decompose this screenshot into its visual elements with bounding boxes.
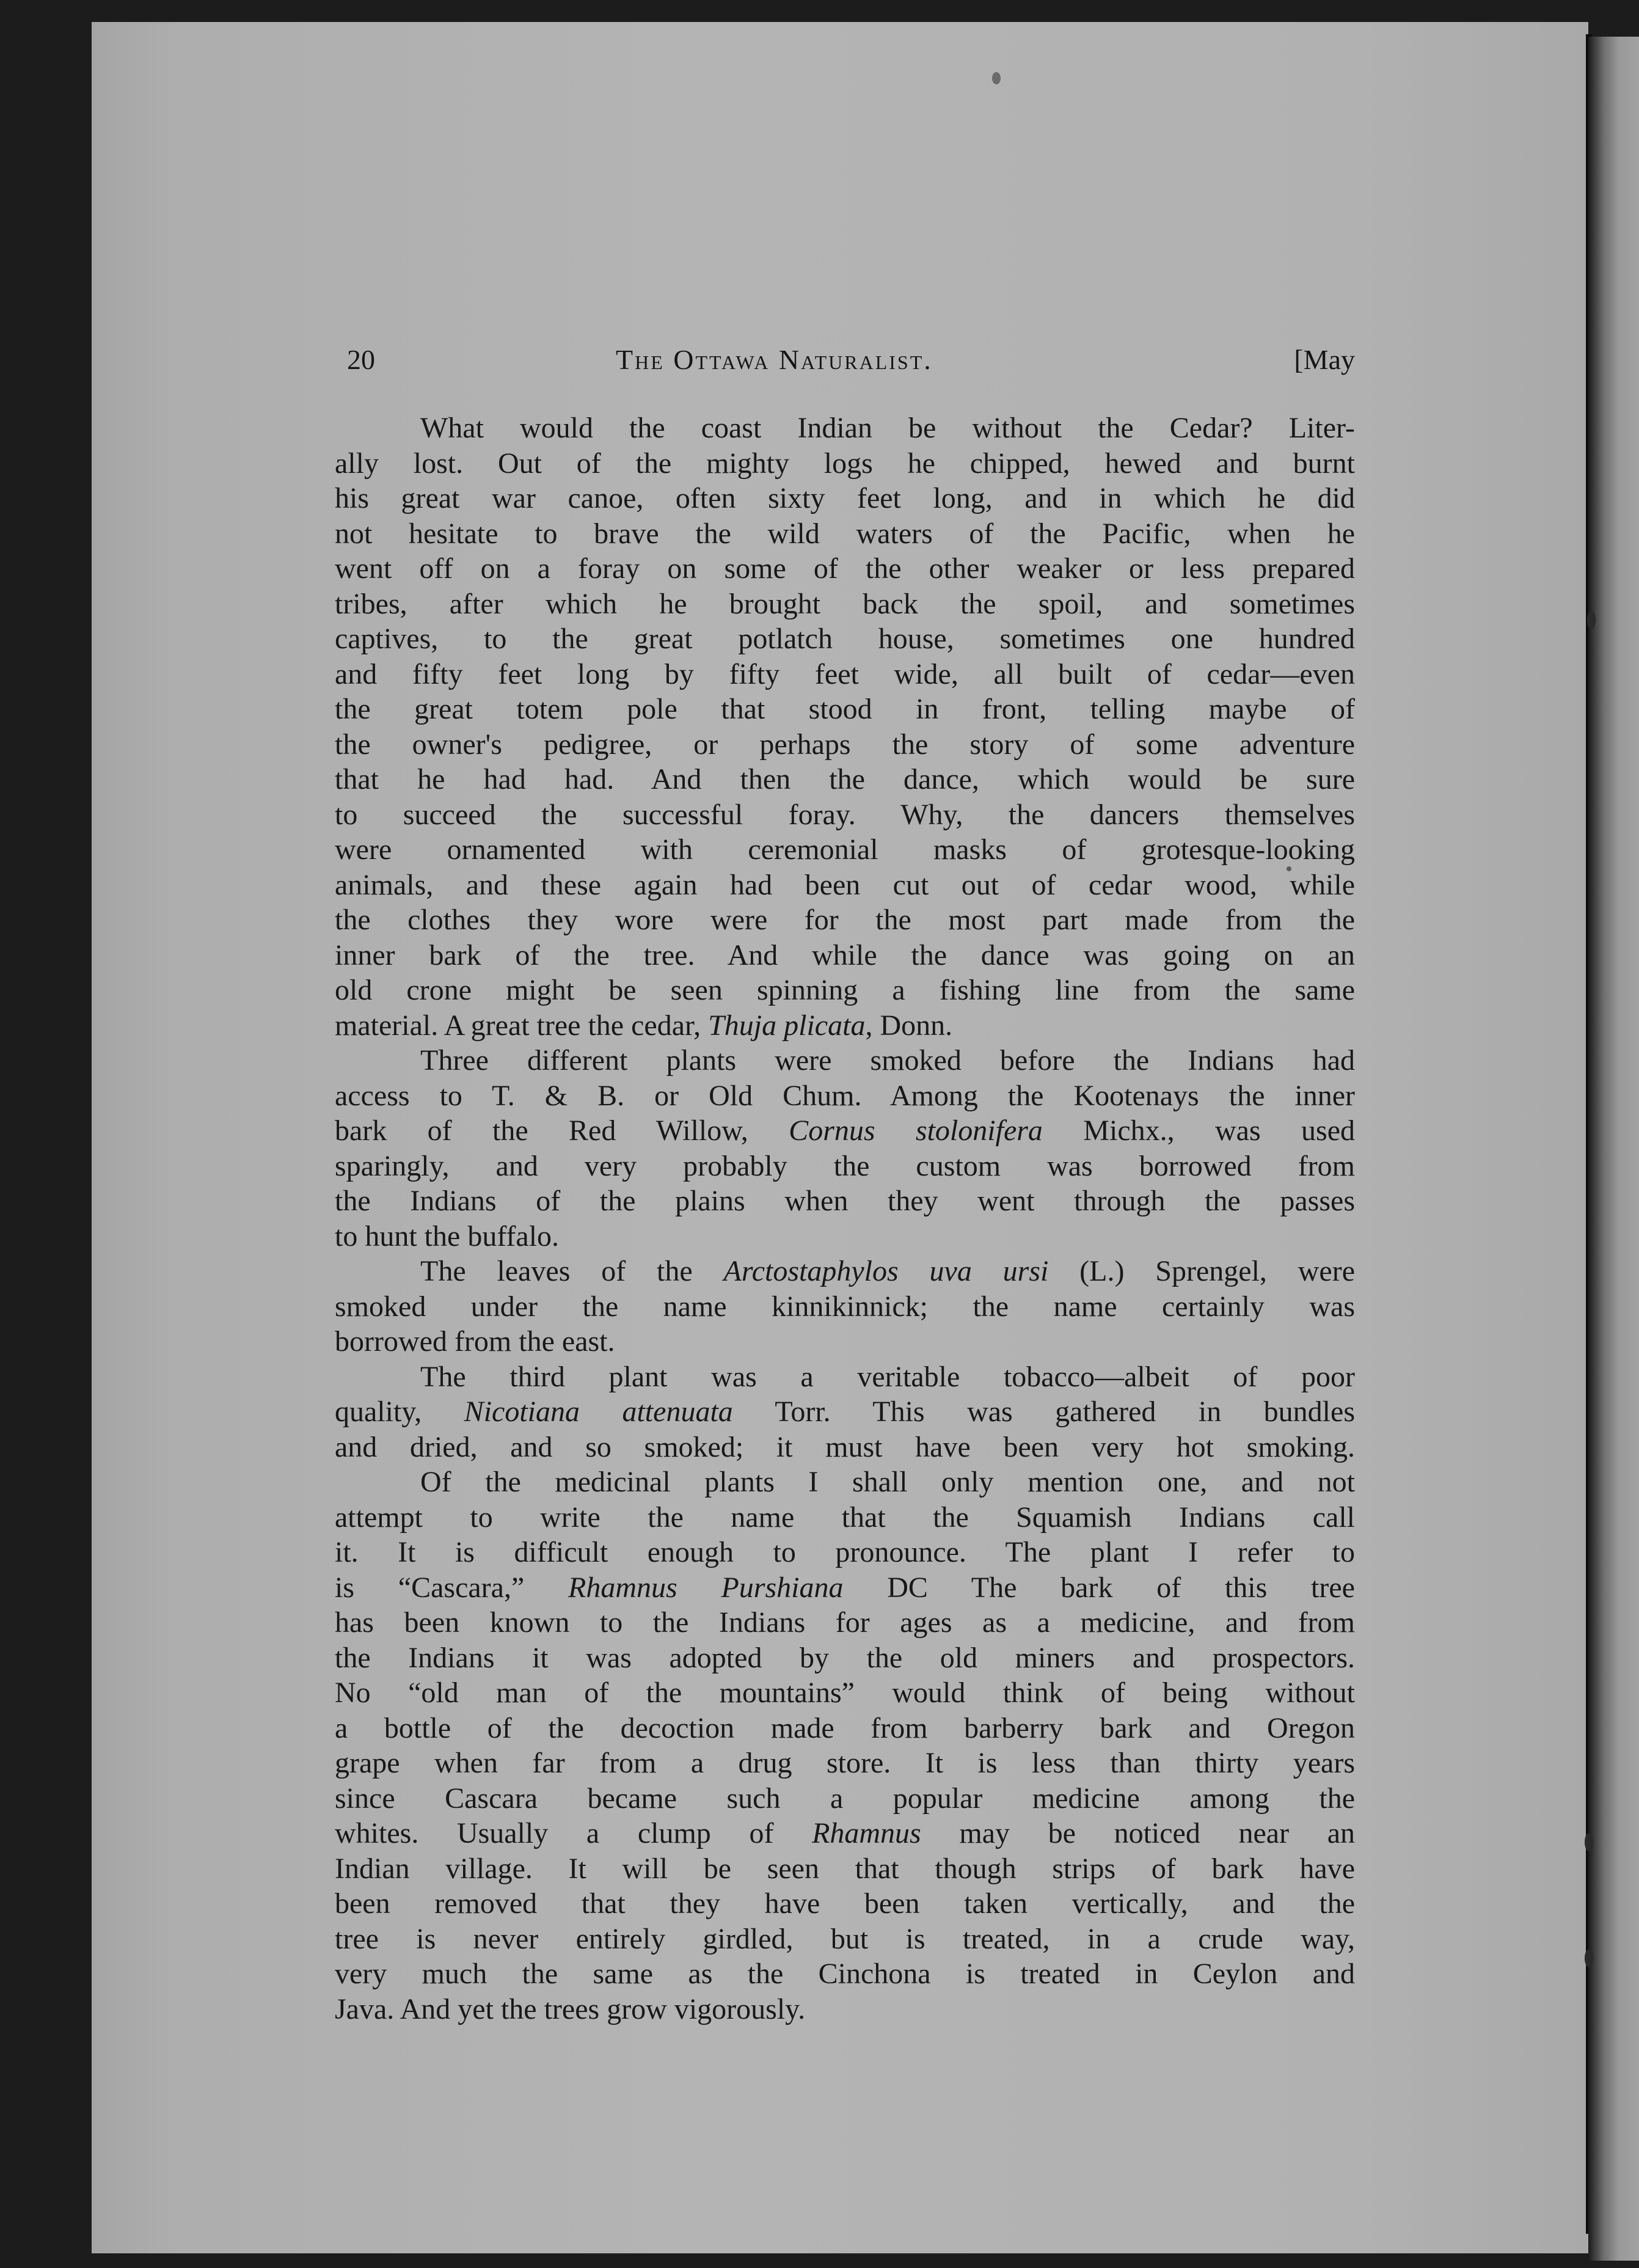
text-line: since Cascara became such a popular medicine among the xyxy=(335,1782,1355,1815)
text-line: and fifty feet long by fifty feet wide, all built of cedar—even xyxy=(335,657,1355,690)
text-run: is “Cascara,” xyxy=(335,1571,569,1604)
species-name: Rhamnus xyxy=(812,1817,921,1849)
text-run: Torr. This was gathered in bundles xyxy=(732,1396,1355,1428)
text-line: access to T. & B. or Old Chum. Among the Kootenays the inner xyxy=(335,1079,1355,1112)
issue-month: [May xyxy=(1294,344,1355,375)
text-line xyxy=(335,1570,1355,1606)
text-line: What would the coast Indian be without the Cedar? Liter- xyxy=(420,412,1355,444)
text-line: old crone might be seen spinning a fishing line from the same xyxy=(335,974,1355,1006)
text-run: (L.) Sprengel, were xyxy=(1048,1255,1356,1287)
text-run: The leaves of the xyxy=(420,1255,724,1287)
text-line: the clothes they wore were for the most part made from the xyxy=(335,904,1355,936)
text-run: Michx., was used xyxy=(1042,1114,1356,1147)
text-line: been removed that they have been taken vertically, and the xyxy=(335,1887,1355,1920)
text-line xyxy=(335,1816,1355,1851)
text-line: that he had had. And then the dance, which would be sure xyxy=(335,763,1355,796)
text-line: very much the same as the Cinchona is treated in Ceylon and xyxy=(335,1958,1355,1990)
text-line: animals, and these again had been cut out of cedar wood, while xyxy=(335,868,1355,901)
text-line: the owner's pedigree, or perhaps the story of some adventure xyxy=(335,728,1355,761)
text-line: to hunt the buffalo. xyxy=(335,1220,560,1253)
text-line: borrowed from the east. xyxy=(335,1325,615,1358)
text-line: captives, to the great potlatch house, sometimes one hundred xyxy=(335,623,1355,655)
text-line: tree is never entirely girdled, but is treated, in a crude way, xyxy=(335,1922,1355,1955)
text-run: , Donn. xyxy=(865,1009,953,1042)
text-line: attempt to write the name that the Squamish Indians call xyxy=(335,1501,1355,1534)
species-name: Thuja plicata xyxy=(708,1009,866,1042)
text-run: whites. Usually a clump of xyxy=(335,1817,812,1849)
text-run: material. A great tree the cedar, xyxy=(335,1009,709,1042)
text-line xyxy=(335,1113,1355,1149)
text-run: DC The bark of this tree xyxy=(843,1571,1355,1604)
species-name: Arctostaphylos uva ursi xyxy=(723,1255,1049,1287)
scan-speck xyxy=(992,72,1001,84)
text-line: and dried, and so smoked; it must have been very hot smoking. xyxy=(335,1430,1355,1463)
species-name: Cornus stolonifera xyxy=(789,1114,1043,1147)
text-line: it. It is difficult enough to pronounce. The plant I refer to xyxy=(335,1536,1355,1568)
text-line: ally lost. Out of the mighty logs he chipped, hewed and burnt xyxy=(335,447,1355,480)
text-run: bark of the Red Willow, xyxy=(335,1114,789,1147)
species-name: Nicotiana attenuata xyxy=(464,1396,733,1428)
scan-speck xyxy=(1585,1949,1593,1967)
article-body xyxy=(335,411,1355,2027)
page-number: 20 xyxy=(347,344,375,375)
text-line: Java. And yet the trees grow vigorously. xyxy=(335,1992,806,2025)
text-line xyxy=(335,1254,1355,1289)
text-line: a bottle of the decoction made from barberry bark and Oregon xyxy=(335,1711,1355,1744)
text-line: the Indians it was adopted by the old miners and prospectors. xyxy=(335,1641,1355,1674)
scan-speck xyxy=(1585,1833,1593,1851)
text-line xyxy=(335,1008,1355,1044)
text-line: No “old man of the mountains” would think of being without xyxy=(335,1677,1355,1709)
scan-speck xyxy=(1587,611,1596,629)
text-run: may be noticed near an xyxy=(921,1817,1356,1849)
text-line: Of the medicinal plants I shall only mention one, and not xyxy=(420,1466,1355,1498)
adjacent-page-edge xyxy=(1588,37,1639,2261)
text-line: were ornamented with ceremonial masks of grotesque-looking xyxy=(335,833,1355,866)
text-line: has been known to the Indians for ages as a medicine, and from xyxy=(335,1606,1355,1639)
journal-title: The Ottawa Naturalist. xyxy=(616,344,933,375)
text-line: grape when far from a drug store. It is less than thirty years xyxy=(335,1747,1355,1779)
text-line: went off on a foray on some of the other weaker or less prepared xyxy=(335,552,1355,585)
text-line: inner bark of the tree. And while the dance was going on an xyxy=(335,938,1355,971)
text-run: quality, xyxy=(335,1396,464,1428)
text-line: to succeed the successful foray. Why, the dancers themselves xyxy=(335,798,1355,831)
text-line: tribes, after which he brought back the spoil, and sometimes xyxy=(335,587,1355,620)
text-line: sparingly, and very probably the custom was borrowed from xyxy=(335,1149,1355,1182)
text-line: the great totem pole that stood in front, telling maybe of xyxy=(335,693,1355,725)
running-header xyxy=(347,343,1355,380)
text-line: the Indians of the plains when they went through the passes xyxy=(335,1185,1355,1217)
text-line: The third plant was a veritable tobacco—albeit of poor xyxy=(420,1360,1355,1393)
text-line xyxy=(335,1394,1355,1430)
species-name: Rhamnus Purshiana xyxy=(568,1571,844,1604)
text-line: his great war canoe, often sixty feet long, and in which he did xyxy=(335,482,1355,514)
text-line: not hesitate to brave the wild waters of the Pacific, when he xyxy=(335,517,1355,550)
text-line: smoked under the name kinnikinnick; the name certainly was xyxy=(335,1290,1355,1323)
text-line: Three different plants were smoked before the Indians had xyxy=(420,1044,1355,1077)
text-line: Indian village. It will be seen that though strips of bark have xyxy=(335,1852,1355,1885)
